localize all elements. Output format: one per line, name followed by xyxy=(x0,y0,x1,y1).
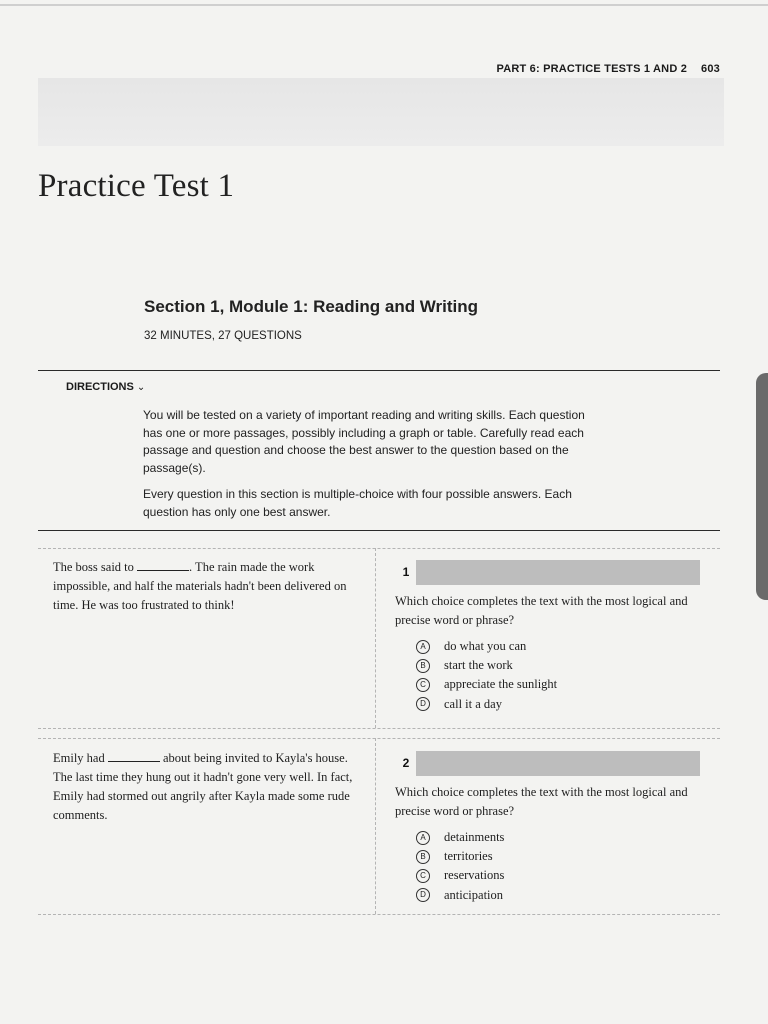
directions-top-rule xyxy=(38,370,720,371)
choice-letter-circle[interactable]: A xyxy=(416,640,430,654)
answer-choice-a[interactable] xyxy=(416,637,557,656)
choice-text: reservations xyxy=(444,868,505,883)
directions-label: DIRECTIONS xyxy=(66,381,134,393)
choice-text: appreciate the sunlight xyxy=(444,677,558,692)
question-number: 1 xyxy=(396,560,416,585)
question-1-passage xyxy=(53,558,359,615)
question-2-header-bar xyxy=(396,751,700,776)
question-divider xyxy=(38,548,720,549)
question-1-header-bar xyxy=(396,560,700,585)
passage-text: Emily had xyxy=(53,751,105,765)
directions-toggle[interactable] xyxy=(66,381,145,393)
choice-text: detainments xyxy=(444,830,505,845)
answer-choice-c[interactable] xyxy=(416,675,557,694)
chevron-down-icon: ⌄ xyxy=(136,382,146,393)
answer-choice-b[interactable] xyxy=(416,656,557,675)
question-2-choices xyxy=(416,828,504,905)
question-divider xyxy=(38,738,720,739)
answer-blank xyxy=(137,559,189,571)
choice-letter-circle[interactable]: B xyxy=(416,850,430,864)
column-divider xyxy=(375,548,376,728)
header-band xyxy=(38,78,724,146)
question-divider xyxy=(38,914,720,915)
choice-letter-circle[interactable]: D xyxy=(416,888,430,902)
section-title: Section 1, Module 1: Reading and Writing xyxy=(144,297,479,316)
running-head-text: PART 6: PRACTICE TESTS 1 AND 2 xyxy=(496,63,688,75)
choice-letter-circle[interactable]: C xyxy=(416,678,430,692)
question-2-prompt: Which choice completes the text with the most logical and precise word or phrase? xyxy=(395,785,688,818)
top-edge-line xyxy=(0,4,768,6)
question-divider xyxy=(38,728,720,729)
practice-test-side-tab xyxy=(756,373,768,600)
section-subtitle: 32 MINUTES, 27 QUESTIONS xyxy=(144,330,302,342)
answer-choice-b[interactable] xyxy=(416,847,504,866)
choice-text: do what you can xyxy=(444,639,527,654)
question-1-prompt: Which choice completes the text with the most logical and precise word or phrase? xyxy=(395,594,688,627)
question-1-choices xyxy=(416,637,557,714)
choice-letter-circle[interactable]: D xyxy=(416,697,430,711)
choice-letter-circle[interactable]: C xyxy=(416,869,430,883)
directions-bottom-rule xyxy=(38,530,720,531)
question-number: 2 xyxy=(396,751,416,776)
answer-choice-d[interactable] xyxy=(416,695,557,714)
answer-choice-c[interactable] xyxy=(416,866,504,885)
page-title: Practice Test 1 xyxy=(38,168,235,204)
choice-letter-circle[interactable]: A xyxy=(416,831,430,845)
choice-text: territories xyxy=(444,849,493,864)
running-head xyxy=(496,63,720,75)
page-number: 603 xyxy=(701,63,720,75)
column-divider xyxy=(375,738,376,914)
question-2-passage xyxy=(53,749,359,825)
answer-choice-d[interactable] xyxy=(416,886,504,905)
directions-paragraph-1: You will be tested on a variety of important reading and writing skills. Each question has one or more passages, possibly including a graph or table. Carefully read each passage and question and choose the best answer to the question based on the passage(s). xyxy=(143,408,585,475)
passage-text: about being invited to Kayla's house. The last time they hung out it hadn't gone very well. In fact, Emily had stormed out angrily after Kayla made some rude comments. xyxy=(53,751,353,822)
choice-text: anticipation xyxy=(444,887,504,902)
directions-paragraph-2: Every question in this section is multiple-choice with four possible answers. Each question has only one best answer. xyxy=(143,487,572,519)
passage-text: The boss said to xyxy=(53,560,134,574)
answer-blank xyxy=(108,750,160,762)
choice-letter-circle[interactable]: B xyxy=(416,659,430,673)
choice-text: start the work xyxy=(444,658,513,673)
answer-choice-a[interactable] xyxy=(416,828,504,847)
choice-text: call it a day xyxy=(444,696,502,711)
passage-text: . The rain made the work impossible, and half the materials hadn't been delivered on time. He was too frustrated to think! xyxy=(53,560,347,612)
